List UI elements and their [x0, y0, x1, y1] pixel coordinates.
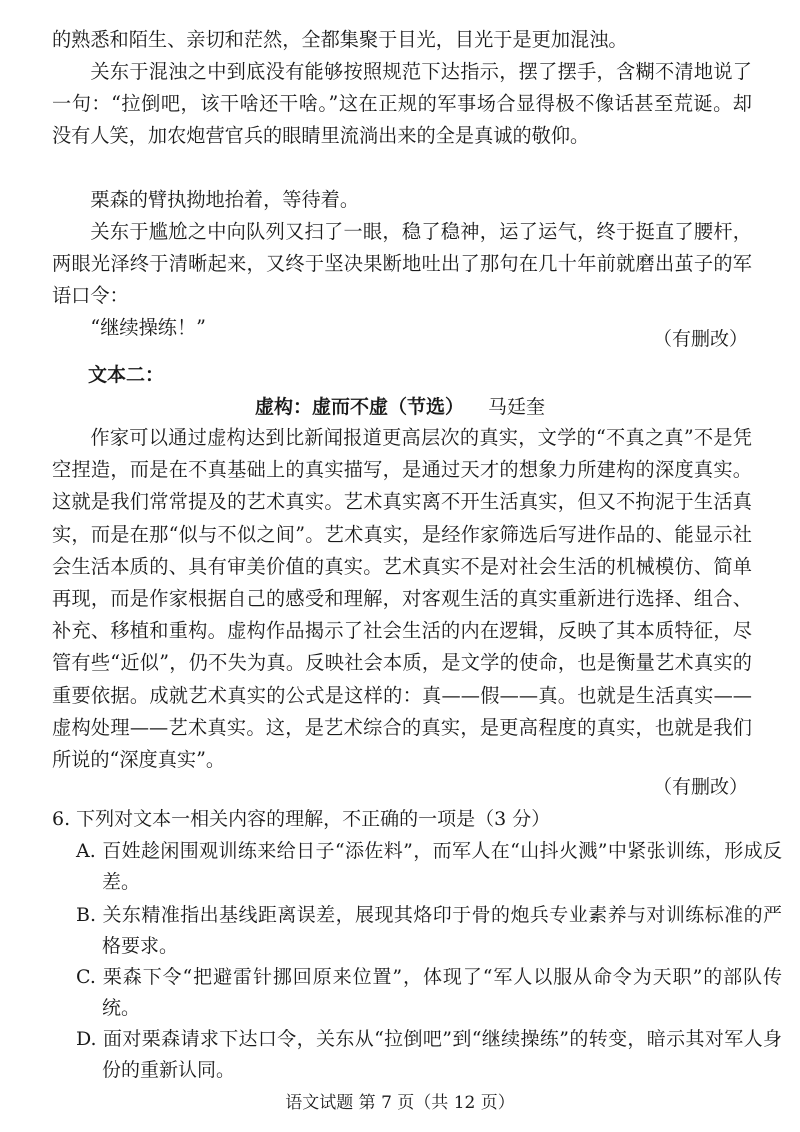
paragraph-guandong-wave: 关东于混浊之中到底没有能够按照规范下达指示，摆了摆手，含糊不清地说了一句：“拉倒吧，该干啥还干啥。”这在正规的军事场合显得极不像话甚至荒诞。却没有人笑，加农炮营官兵的眼睛里流淌出来的全是真诚的敬仰。 — [52, 60, 752, 148]
text2-heading: 文本二： — [88, 364, 165, 386]
text2-edit-note: （有删改） — [652, 776, 748, 798]
option-a: A. 百姓趁闲围观训练来给日子“添佐料”，而军人在“山抖火溅”中紧张训练，形成反差。 — [76, 840, 782, 893]
text1-edit-note: （有删改） — [652, 328, 748, 350]
article-author: 马廷奎 — [488, 396, 546, 418]
paragraph-command-quote: “继续操练！” — [90, 316, 206, 339]
paragraph-continued: 的熟悉和陌生、亲切和茫然，全都集聚于目光，目光于是更加混浊。 — [52, 28, 628, 51]
option-b: B. 关东精准指出基线距离误差，展现其烙印于骨的炮兵专业素养与对训练标准的严格要求。 — [76, 904, 782, 957]
article-title — [0, 392, 800, 422]
option-d: D. 面对栗森请求下达口令，关东从“拉倒吧”到“继续操练”的转变，暗示其对军人身份的重新认同。 — [76, 1028, 782, 1081]
question-6-stem: 6. 下列对文本一相关内容的理解，不正确的一项是（3 分） — [52, 808, 551, 830]
option-c: C. 栗森下令“把避雷针挪回原来位置”，体现了“军人以服从命令为天职”的部队传统。 — [76, 966, 782, 1019]
article-body: 作家可以通过虚构达到比新闻报道更高层次的真实，文学的“不真之真”不是凭空捏造，而是在不真基础上的真实描写，是通过天才的想象力所建构的深度真实。这就是我们常常提及的艺术真实。艺术真实离不开生活真实，但又不拘泥于生活真实，而是在那“似与不似之间”。艺术真实，是经作家筛选后写进作品的、能显示社会生活本质的、具有审美价值的真实。艺术真实不是对社会生活的机械模仿、简单再现，而是作家根据自己的感受和理解，对客观生活的真实重新进行选择、组合、补充、移植和重构。虚构作品揭示了社会生活的内在逻辑，反映了其本质特征，尽管有些“近似”，仍不失为真。反映社会本质，是文学的使命，也是衡量艺术真实的重要依据。成就艺术真实的公式是这样的：真——假——真。也就是生活真实——虚构处理——艺术真实。这，是艺术综合的真实，是更高程度的真实，也就是我们所说的“深度真实”。 — [52, 426, 752, 772]
paragraph-guandong-command: 关东于尴尬之中向队列又扫了一眼，稳了稳神，运了运气，终于挺直了腰杆，两眼光泽终于清晰起来，又终于坚决果断地吐出了那句在几十年前就磨出茧子的军语口令： — [52, 220, 752, 308]
page-footer: 语文试题 第 7 页（共 12 页） — [285, 1093, 515, 1113]
paragraph-lisen-waiting: 栗森的臂执拗地抬着，等待着。 — [90, 188, 360, 211]
article-title-text: 虚构：虚而不虚（节选） — [254, 396, 464, 418]
